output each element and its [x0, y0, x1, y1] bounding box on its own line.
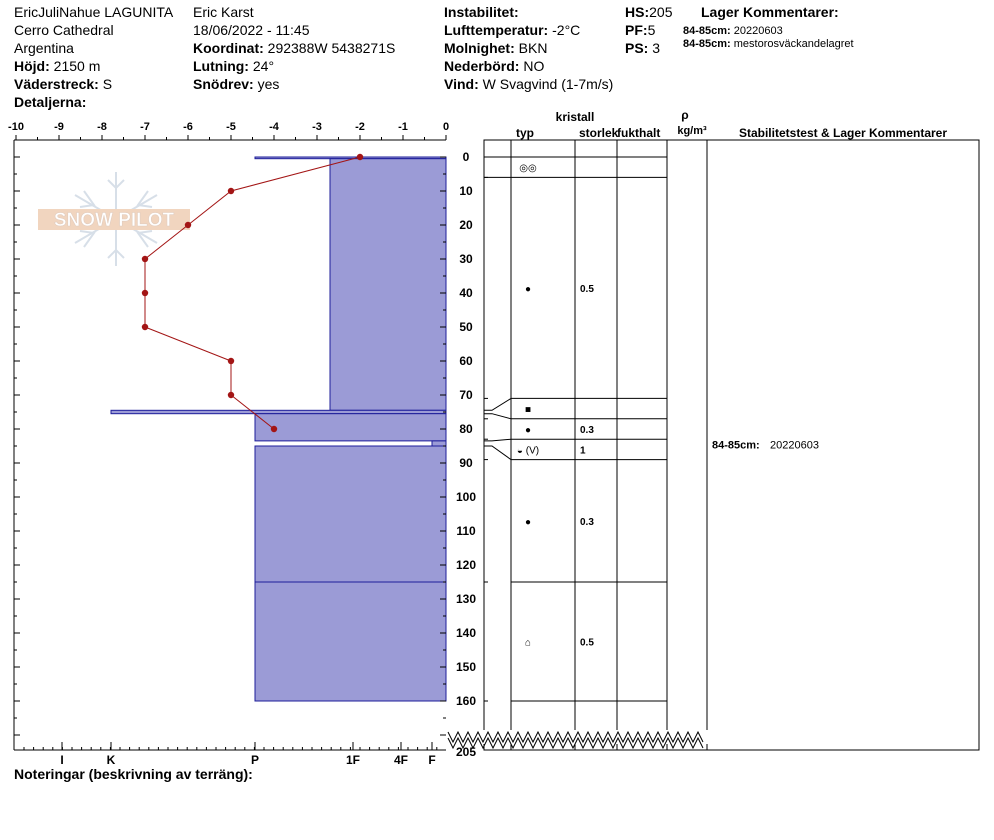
slope-label: Lutning: [193, 58, 249, 74]
depth-tick-label: 130 [455, 592, 477, 606]
layer-comments-title: Lager Kommentarer: [701, 4, 839, 20]
precip-value: NO [523, 58, 545, 74]
temperature-point [142, 324, 148, 330]
elevation-value: 2150 m [53, 58, 101, 74]
grain-size-value: 0.5 [580, 637, 594, 649]
depth-tick-label: 10 [459, 184, 473, 198]
hs-label: HS: [625, 4, 650, 20]
grain-size-value: 0.3 [580, 516, 594, 528]
hardness-tick-label: K [106, 753, 116, 767]
depth-tick-label: 40 [459, 286, 473, 300]
temperature-line [145, 157, 360, 429]
coord-label: Koordinat: [193, 40, 264, 56]
ps-label: PS: [625, 40, 649, 56]
header-stability: Stabilitetstest & Lager Kommentarer [738, 126, 948, 140]
header-density-unit: kg/m³ [677, 125, 707, 137]
precip-label: Nederbörd: [444, 58, 520, 74]
depth-tick-label: 30 [459, 252, 473, 266]
temp-tick-label: -5 [226, 121, 236, 133]
hardness-tick-label: F [428, 753, 436, 767]
header-size: storlek [579, 126, 619, 140]
temp-tick-label: -4 [269, 121, 279, 133]
grain-size-value: 1 [580, 445, 586, 457]
wind-label: Vind: [444, 76, 479, 92]
hs-value: 205 [649, 4, 673, 20]
watermark-text: SNOW PILOT [53, 210, 175, 231]
temperature-point [271, 426, 277, 432]
temp-tick-label: -7 [140, 121, 150, 133]
instability-label: Instabilitet: [444, 4, 519, 20]
temperature-point [228, 392, 234, 398]
depth-tick-label: 140 [455, 626, 477, 640]
details-label: Detaljerna: [14, 94, 87, 110]
grain-size-value: 0.5 [580, 283, 594, 295]
temp-tick-label: -2 [355, 121, 365, 133]
pf-label: PF: [625, 22, 648, 38]
slope-value: 24° [252, 58, 275, 74]
layer-connector [484, 414, 511, 419]
crystal-table [448, 108, 979, 750]
grain-type-symbol: ◎◎ [519, 163, 537, 175]
drift-label: Snödrev: [193, 76, 254, 92]
temp-tick-label: 0 [442, 121, 450, 133]
ps-value: 3 [652, 40, 661, 56]
pf-value: 5 [647, 22, 656, 38]
grain-size-value: 0.3 [580, 425, 594, 436]
axis-break-band [448, 730, 708, 748]
layer-comment-text: 20220603 [733, 25, 783, 37]
sky-label: Molnighet: [444, 40, 515, 56]
grain-type-symbol: ◒ (V) [516, 445, 540, 457]
temperature-point [228, 188, 234, 194]
terrain-notes-label: Noteringar (beskrivning av terräng): [14, 766, 253, 782]
layer-connector [484, 398, 511, 410]
header-type: typ [516, 126, 534, 140]
header-rho: ρ [681, 108, 689, 122]
depth-tick-label: 50 [459, 320, 473, 334]
hardness-layer [255, 582, 446, 701]
temp-tick-label: -1 [398, 121, 408, 133]
grain-type-symbol: ● [524, 425, 532, 436]
temp-tick-label: -9 [54, 121, 64, 133]
hardness-layer [111, 410, 446, 413]
depth-break-label: 205 [455, 745, 477, 759]
hardness-tick-label: 4F [393, 753, 409, 767]
depth-tick-label: 110 [456, 524, 476, 538]
location-name: EricJuliNahue LAGUNITA [14, 4, 174, 20]
depth-tick-label: 150 [455, 660, 477, 674]
grain-type-symbol: ⌂ [524, 637, 532, 649]
hardness-tick-label: I [60, 753, 64, 767]
hardness-layer [255, 446, 446, 582]
country-name: Argentina [14, 40, 74, 56]
aspect-label: Väderstreck: [14, 76, 99, 92]
hardness-layer [255, 414, 446, 441]
region-name: Cerro Cathedral [14, 22, 114, 38]
elevation-label: Höjd: [14, 58, 50, 74]
hardness-tick-label: P [250, 753, 260, 767]
grain-type-symbol: ● [524, 283, 532, 295]
header-moisture: fukthalt [617, 126, 661, 140]
depth-tick-label: 120 [455, 558, 477, 572]
layer-comment-depth: 84-85cm: [683, 25, 731, 37]
layer-connector [484, 446, 511, 460]
temperature-point [185, 222, 191, 228]
layer-comment-text: mestorosväckandelagret [733, 38, 854, 50]
hardness-tick-label: 1F [345, 753, 361, 767]
depth-tick-label: 0 [462, 150, 470, 164]
sky-value: BKN [518, 40, 548, 56]
temperature-point [142, 290, 148, 296]
temp-tick-label: -6 [183, 121, 193, 133]
temperature-point [228, 358, 234, 364]
depth-tick-label: 100 [455, 490, 477, 504]
hardness-layer [330, 159, 446, 411]
stability-comment-depth: 84-85cm: [712, 439, 760, 452]
temperature-point [142, 256, 148, 262]
drift-value: yes [257, 76, 280, 92]
hardness-layer [432, 441, 446, 446]
depth-tick-label: 60 [459, 354, 473, 368]
layer-comment-depth: 84-85cm: [683, 38, 731, 50]
airtemp-label: Lufttemperatur: [444, 22, 549, 38]
grain-type-symbol: ● [524, 516, 532, 528]
stability-comment-text: 20220603 [770, 439, 819, 452]
airtemp-value: -2°C [552, 22, 581, 38]
wind-value: W Svagvind (1-7m/s) [482, 76, 614, 92]
coord-value: 292388W 5438271S [267, 40, 396, 56]
depth-tick-label: 20 [459, 218, 473, 232]
depth-tick-label: 90 [459, 456, 473, 470]
temp-tick-label: -3 [312, 121, 322, 133]
layer-connector [484, 439, 511, 441]
temp-tick-label: -10 [8, 121, 24, 133]
temperature-point [357, 154, 363, 160]
snowpilot-watermark [38, 172, 190, 266]
depth-tick-label: 160 [455, 694, 477, 708]
temp-tick-label: -8 [97, 121, 107, 133]
observer-name: Eric Karst [193, 4, 254, 20]
depth-tick-label: 80 [459, 422, 473, 436]
observation-datetime: 18/06/2022 - 11:45 [193, 22, 310, 38]
aspect-value: S [102, 76, 113, 92]
grain-type-symbol: ■ [524, 404, 532, 416]
depth-tick-label: 70 [459, 388, 473, 402]
header-crystal: kristall [555, 110, 595, 124]
